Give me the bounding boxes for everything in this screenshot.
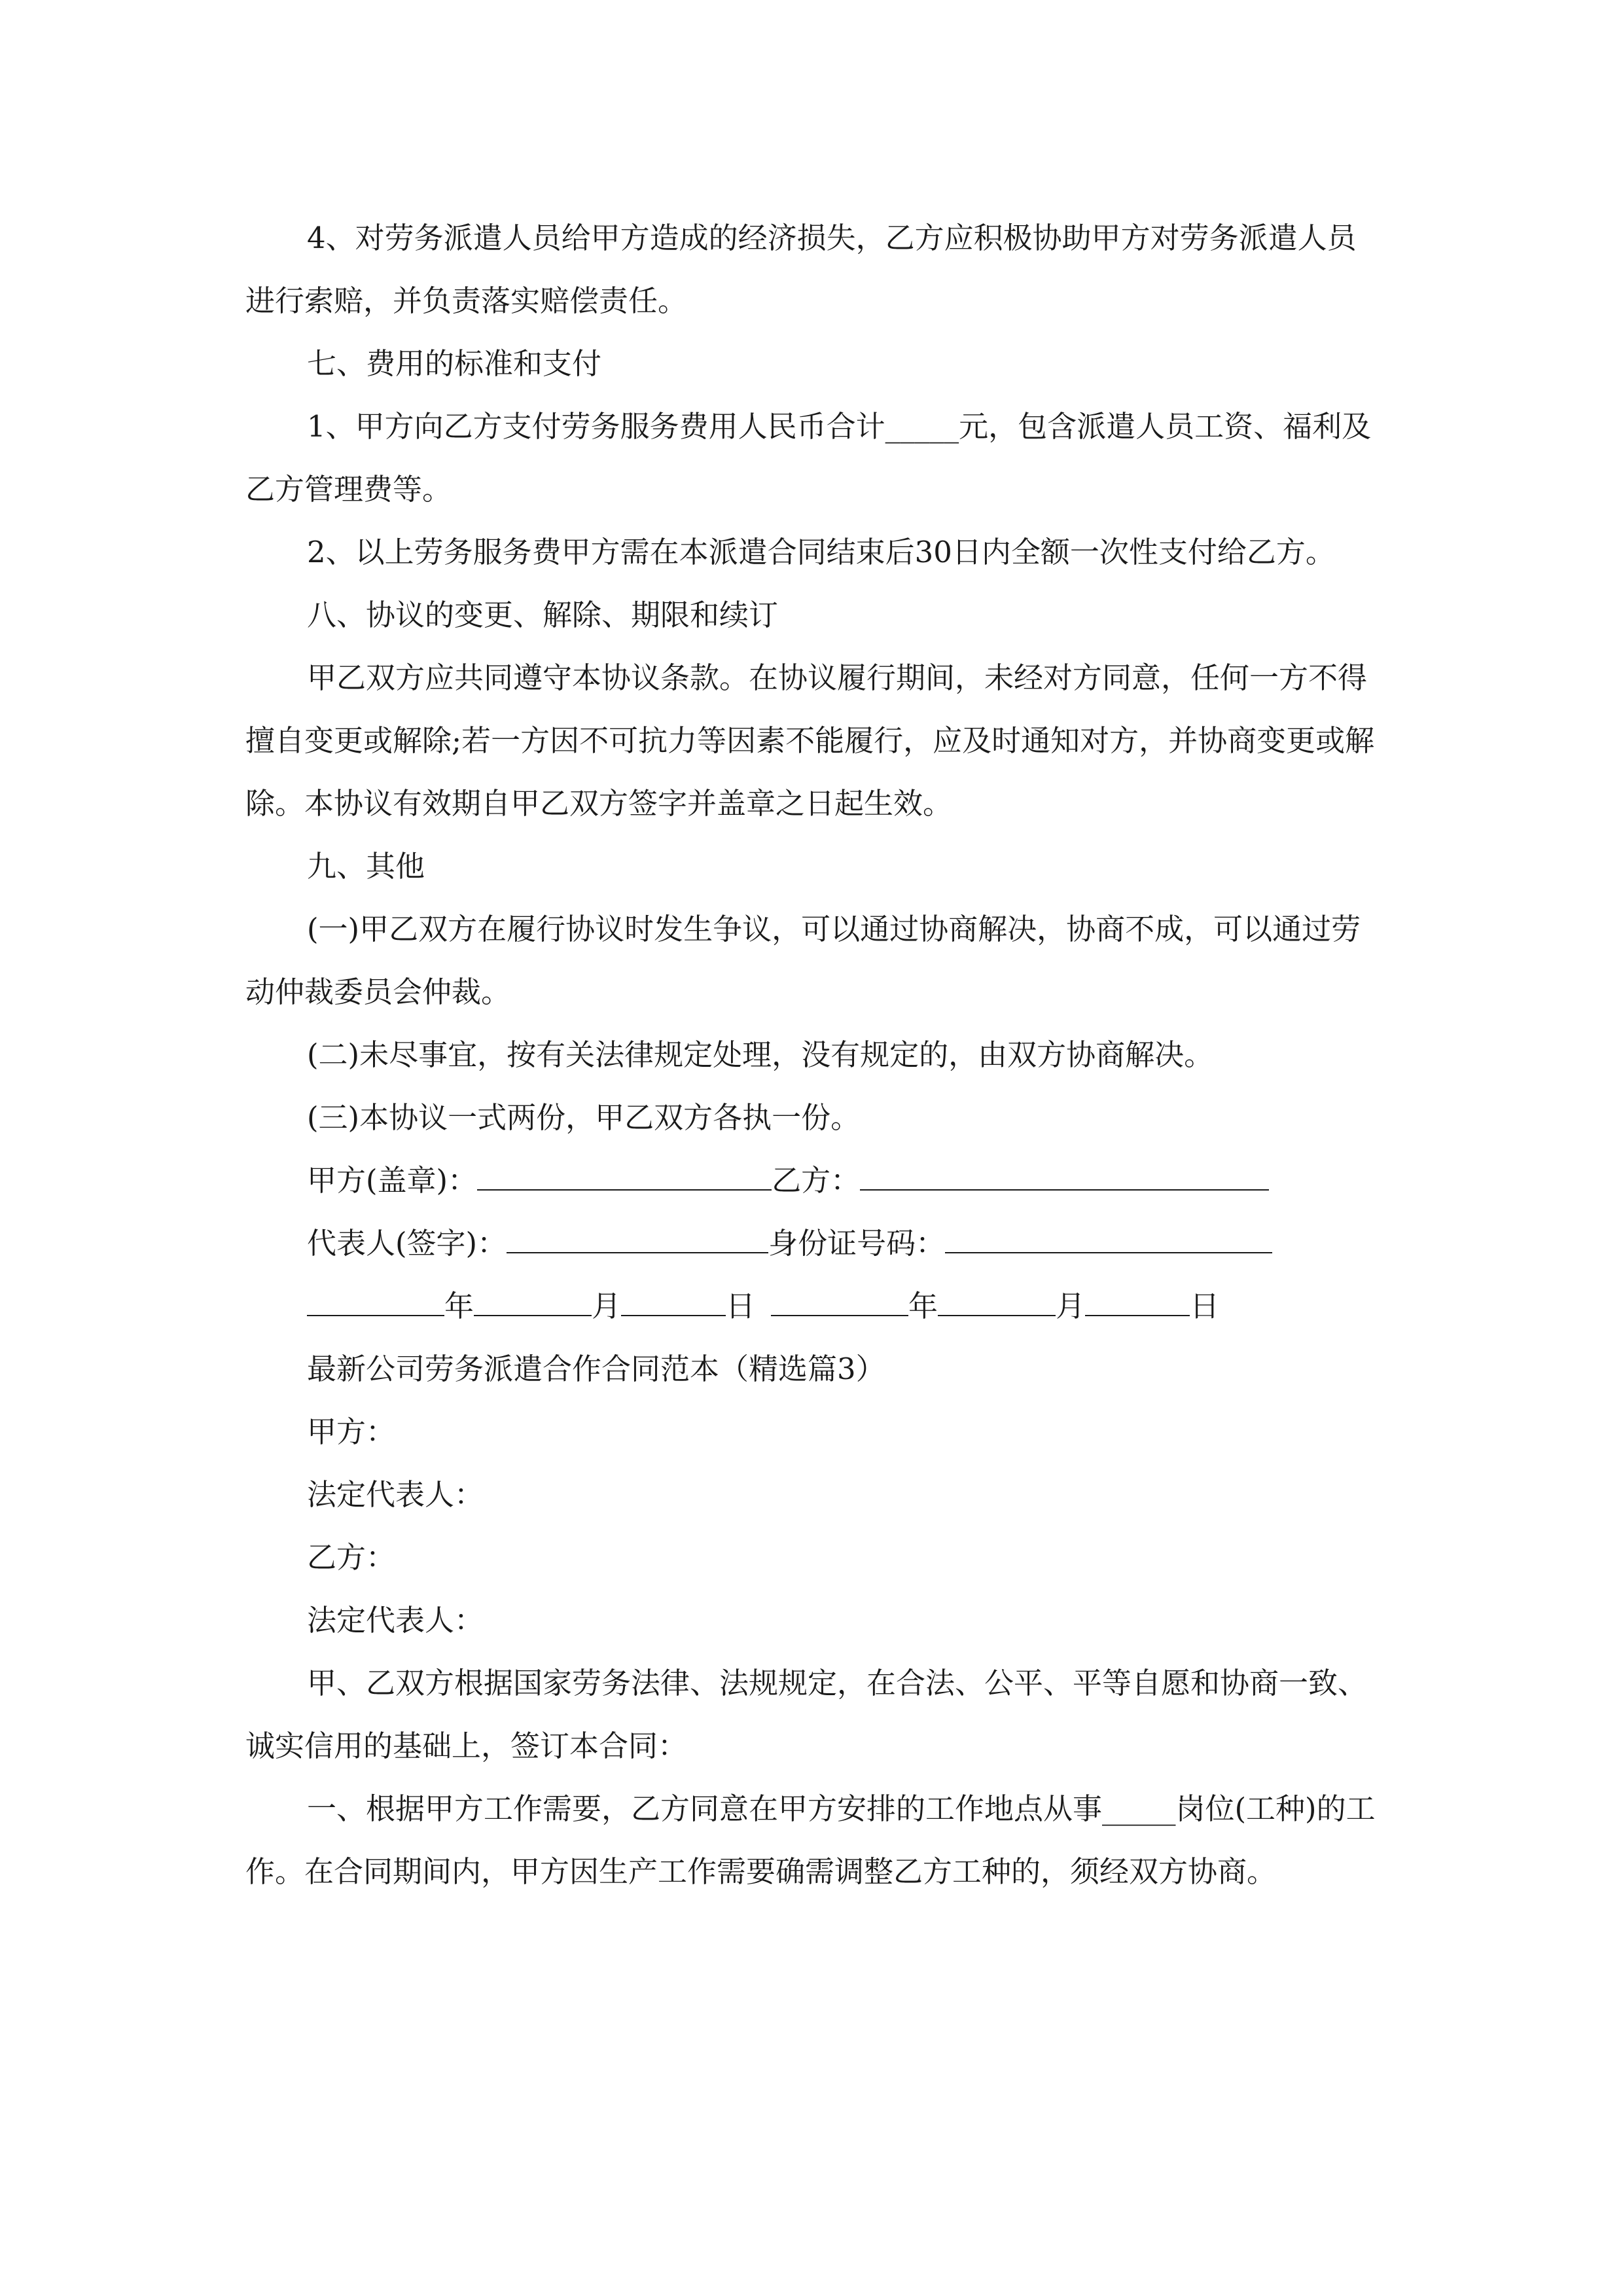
date-a-month-line[interactable] xyxy=(474,1286,592,1316)
heading-fees: 七、费用的标准和支付 xyxy=(307,346,602,381)
party-a-seal-line[interactable] xyxy=(477,1160,772,1191)
paragraph-copies: (三)本协议一式两份，甲乙双方各执一份。 xyxy=(307,1100,861,1135)
date-a-month-label: 月 xyxy=(592,1289,622,1323)
date-b-year-label: 年 xyxy=(908,1289,938,1323)
paragraph-changes: 甲乙双方应共同遵守本协议条款。在协议履行期间，未经对方同意，任何一方不得擅自变更或解除;若一方因不可抗力等因素不能履行，应及时通知对方，并协商变更或解除。本协议有效期自甲乙双方签字并盖章之日起生效。 xyxy=(245,660,1375,821)
signature-row-representative xyxy=(245,1212,1381,1275)
section-3-preamble: 甲、乙双方根据国家劳务法律、法规规定，在合法、公平、平等自愿和协商一致、诚实信用的基础上，签订本合同： xyxy=(245,1666,1368,1763)
party-a-seal-label: 甲方(盖章)： xyxy=(307,1163,478,1198)
paragraph-fee-amount: 1、甲方向乙方支付劳务服务费用人民币合计_____元，包含派遣人员工资、福利及乙方管理费等。 xyxy=(245,409,1372,507)
signature-row-parties xyxy=(245,1149,1381,1212)
date-a-year-line[interactable] xyxy=(307,1286,444,1316)
party-b-label: 乙方： xyxy=(772,1163,861,1198)
paragraph-dispute: (一)甲乙双方在履行协议时发生争议，可以通过协商解决，协商不成，可以通过劳动仲裁委员会仲裁。 xyxy=(245,912,1361,1009)
section-3-legal-rep-a: 法定代表人： xyxy=(307,1477,484,1512)
representative-sign-line[interactable] xyxy=(507,1223,768,1253)
date-a-day-label: 日 xyxy=(726,1289,756,1323)
heading-other: 九、其他 xyxy=(307,849,425,884)
document-body xyxy=(245,207,1381,1903)
paragraph-fee-payment: 2、以上劳务服务费甲方需在本派遣合同结束后30日内全额一次性支付给乙方。 xyxy=(307,535,1335,569)
representative-label: 代表人(签字)： xyxy=(307,1226,507,1261)
section-3-party-a: 甲方： xyxy=(307,1414,396,1449)
date-b-day-line[interactable] xyxy=(1085,1286,1190,1316)
date-a-day-line[interactable] xyxy=(621,1286,726,1316)
party-b-line[interactable] xyxy=(860,1160,1269,1191)
date-a-year-label: 年 xyxy=(444,1289,474,1323)
date-b-year-line[interactable] xyxy=(771,1286,908,1316)
date-b-month-label: 月 xyxy=(1056,1289,1086,1323)
signature-row-dates xyxy=(245,1275,1381,1338)
id-number-line[interactable] xyxy=(945,1223,1272,1253)
section-3-party-b: 乙方： xyxy=(307,1540,396,1575)
date-b-day-label: 日 xyxy=(1190,1289,1220,1323)
date-b-month-line[interactable] xyxy=(938,1286,1056,1316)
paragraph-unresolved: (二)未尽事宜，按有关法律规定处理，没有规定的，由双方协商解决。 xyxy=(307,1037,1214,1072)
paragraph-compensation: 4、对劳务派遣人员给甲方造成的经济损失，乙方应积极协助甲方对劳务派遣人员进行索赔，并负责落实赔偿责任。 xyxy=(245,221,1357,318)
section-3-legal-rep-b: 法定代表人： xyxy=(307,1603,484,1638)
section-3-clause-1: 一、根据甲方工作需要，乙方同意在甲方安排的工作地点从事_____岗位(工种)的工作。在合同期间内，甲方因生产工作需要确需调整乙方工种的，须经双方协商。 xyxy=(245,1791,1376,1889)
section-3-title: 最新公司劳务派遣合作合同范本（精选篇3） xyxy=(307,1352,885,1386)
heading-changes: 八、协议的变更、解除、期限和续订 xyxy=(307,598,779,632)
id-number-label: 身份证号码： xyxy=(768,1226,946,1261)
